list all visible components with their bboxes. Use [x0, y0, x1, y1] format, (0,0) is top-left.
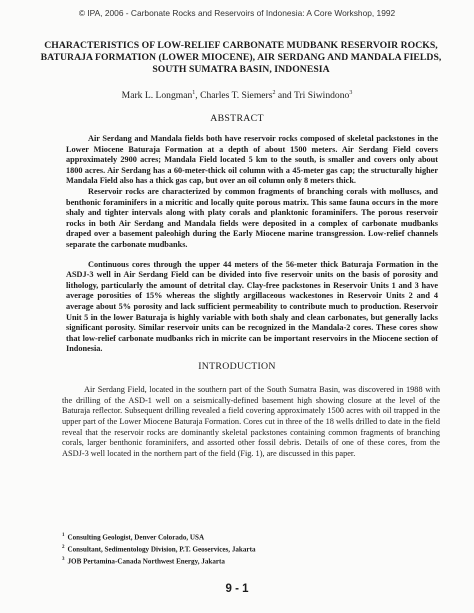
abstract-body	[66, 134, 438, 355]
footnote	[62, 555, 442, 567]
author-separator: and	[275, 90, 294, 102]
author-line	[0, 90, 474, 101]
paper-title: CHARACTERISTICS OF LOW-RELIEF CARBONATE MUDBANK RESERVOIR ROCKS, BATURAJA FORMATION (LOWER MIOCENE), AIR SERDANG AND MANDALA FIELDS, SOUTH SUMATRA BASIN, INDONESIA	[40, 40, 442, 76]
author-footnote-mark: 1	[192, 90, 196, 96]
author-footnote-mark: 2	[272, 90, 276, 96]
author-name: Mark L. Longman	[121, 90, 193, 102]
footnote-mark: 2	[62, 544, 65, 550]
page-number: 9 - 1	[225, 583, 249, 595]
footnotes	[62, 531, 442, 566]
copyright-header: © IPA, 2006 - Carbonate Rocks and Reservoirs of Indonesia: A Core Workshop, 1992	[78, 8, 396, 18]
footnote-text: Consultant, Sedimentology Division, P.T. Geoservices, Jakarta	[67, 545, 256, 554]
footnote-mark: 1	[62, 533, 65, 538]
author-footnote-mark: 3	[349, 90, 353, 96]
abstract-paragraph: Reservoir rocks are characterized by common fragments of branching corals with molluscs, and benthonic foraminifers in a micritic and locally quite porous matrix. This same fauna occurs in the more shaly and tighter intervals along with platy corals and planktonic foraminifers. The porous reservoir rocks in both Air Serdang and Mandala fields were deposited in a complex of carbonate mudbanks draped over a basement paleohigh during the Early Miocene marine transgression. Low-relief channels separate the carbonate mudbanks.	[66, 186, 438, 249]
author-name: Tri Siwindono	[293, 90, 350, 102]
footnote-mark: 3	[62, 556, 65, 562]
footnote	[62, 543, 442, 555]
footnote	[62, 531, 442, 543]
abstract-paragraph: Continuous cores through the upper 44 meters of the 56-meter thick Baturaja Formation in the ASDJ-3 well in Air Serdang Field can be divided into five reservoir units on the basis of porosity and lithology, particularly the amount of detrital clay. Clay-free packstones in Reservoir Units 1 and 3 have average porosities of 15% whereas the slightly argillaceous wackestones in Reservoir Units 2 and 4 average about 5% porosity and lack sufficient permeability to contribute much to production. Reservoir Unit 5 in the lower Baturaja is highly variable with both shaly and clean carbonates, but generally lacks significant porosity. Similar reservoir units can be recognized in the Mandala-2 cores. These cores show that low-relief carbonate mudbanks rich in micrite can be important reservoirs in the Miocene section of Indonesia.	[66, 259, 438, 354]
abstract-paragraph: Air Serdang and Mandala fields both have reservoir rocks composed of skeletal packstones in the Lower Miocene Baturaja Formation at a depth of about 1500 meters. Air Serdang Field covers approximately 2900 acres; Mandala Field located 5 km to the south, is smaller and covers only about 1800 acres. Air Serdang has a 60-meter-thick oil column with a 45-meter gas cap; the structurally higher Mandala Field also has a thick gas cap, but over an oil column only 8 meters thick.	[66, 134, 438, 186]
footnote-text: JOB Pertamina-Canada Northwest Energy, Jakarta	[67, 556, 225, 565]
abstract-heading: ABSTRACT	[210, 113, 264, 124]
author-name: Charles T. Siemers	[200, 90, 273, 102]
introduction-heading: INTRODUCTION	[198, 361, 276, 372]
introduction-body	[62, 385, 440, 460]
footnote-text: Consulting Geologist, Denver Colorado, USA	[67, 533, 205, 542]
introduction-paragraph: Air Serdang Field, located in the southern part of the South Sumatra Basin, was discovered in 1988 with the drilling of the ASD-1 well on a seismically-defined basement high showing closure at the level of the Baturaja reflector. Subsequent drilling revealed a field covering approximately 1500 acres with oil trapped in the upper part of the Lower Miocene Baturaja Formation. Cores cut in three of the 18 wells drilled to date in the field reveal that the reservoir rocks are dominantly skeletal packstones containing common fragments of branching corals, larger benthonic foraminifers, and assorted other fossil debris. Details of one of these cores, from the ASDJ-3 well located in the northern part of the field (Fig. 1), are discussed in this paper.	[62, 385, 440, 458]
author-separator: ,	[195, 90, 201, 102]
